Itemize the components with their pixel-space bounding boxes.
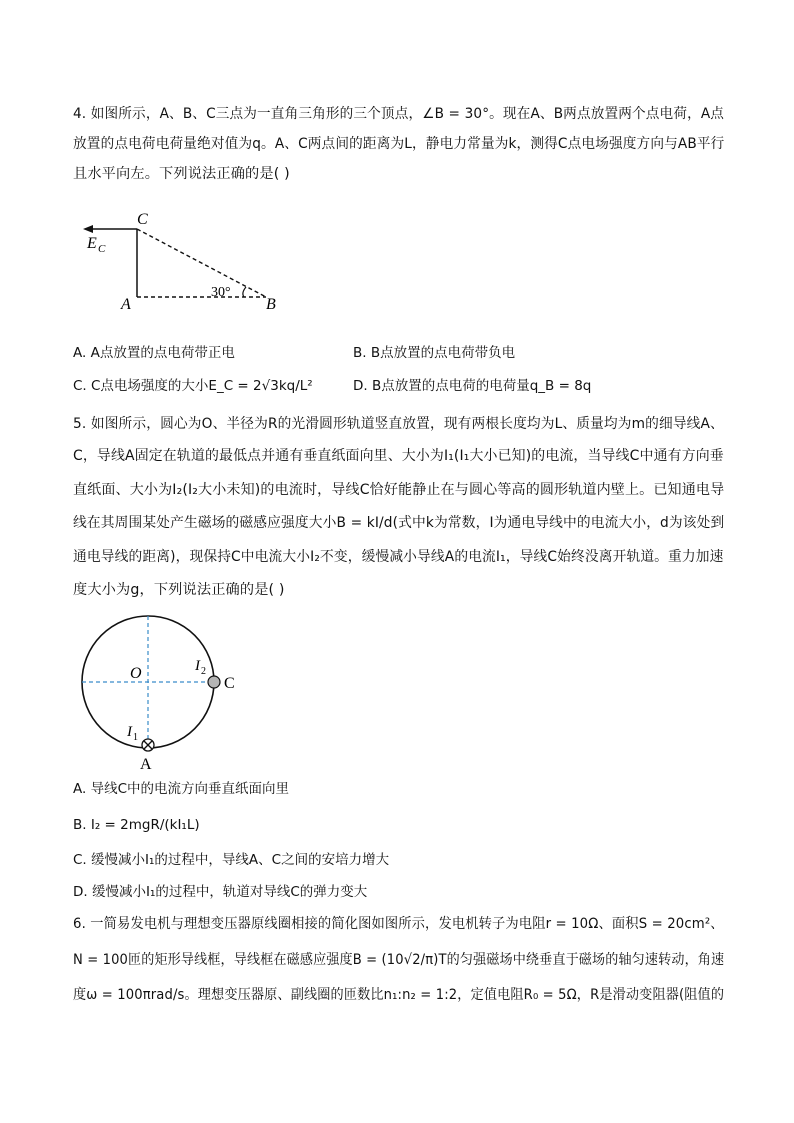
q5-line-4: 线在其周围某处产生磁场的磁感应强度大小B = kI/d(式中k为常数，I为通电导线中的电流大小，d为该处到 bbox=[73, 515, 725, 531]
label-i2-sub: 2 bbox=[201, 666, 206, 677]
label-i2: I bbox=[195, 658, 200, 674]
label-e: E bbox=[87, 235, 97, 252]
label-o: O bbox=[130, 665, 142, 682]
q4-line-1: 4. 如图所示，A、B、C三点为一直角三角形的三个顶点，∠B = 30°。现在A、B两点放置两个点电荷，A点 bbox=[73, 106, 725, 122]
label-c: C bbox=[224, 675, 235, 692]
label-b: B bbox=[266, 296, 276, 313]
q5-line-5: 通电导线的距离)，现保持C中电流大小I₂不变，缓慢减小导线A的电流I₁，导线C始终没离开轨道。重力加速 bbox=[73, 549, 724, 565]
q5-option-b: B. I₂ = 2mgR/(kI₁L) bbox=[73, 817, 200, 833]
label-a: A bbox=[140, 756, 152, 773]
q6-line-2: N = 100匝的矩形导线框，导线框在磁感应强度B = (10√2/π)T的匀强磁场中绕垂直于磁场的轴匀速转动，角速 bbox=[73, 952, 725, 968]
q5-option-d: D. 缓慢减小I₁的过程中，轨道对导线C的弹力变大 bbox=[73, 884, 368, 900]
q5-option-c: C. 缓慢减小I₁的过程中，导线A、C之间的安培力增大 bbox=[73, 852, 390, 868]
label-i1-sub: 1 bbox=[133, 732, 138, 743]
q4-line-3: 且水平向左。下列说法正确的是( ) bbox=[73, 166, 290, 182]
q5-line-2: C，导线A固定在轨道的最低点并通有垂直纸面向里、大小为I₁(I₁大小已知)的电流，当导线C中通有方向垂 bbox=[73, 448, 724, 464]
angle-label: 30° bbox=[211, 285, 231, 300]
q5-circle-figure bbox=[70, 606, 250, 776]
label-i1: I bbox=[127, 724, 132, 740]
q5-line-6: 度大小为g，下列说法正确的是( ) bbox=[73, 582, 285, 598]
q4-option-c: C. C点电场强度的大小E_C = 2√3kq/L² bbox=[73, 378, 313, 394]
q4-triangle-figure bbox=[80, 205, 300, 317]
q5-option-a: A. 导线C中的电流方向垂直纸面向里 bbox=[73, 781, 290, 797]
q4-line-2: 放置的点电荷电荷量绝对值为q。A、C两点间的距离为L，静电力常量为k，测得C点电场强度方向与AB平行 bbox=[73, 136, 725, 152]
q5-line-3: 直纸面、大小为I₂(I₂大小未知)的电流时，导线C恰好能静止在与圆心等高的圆形轨道内壁上。已知通电导 bbox=[73, 482, 725, 498]
label-e-sub: C bbox=[98, 243, 106, 255]
label-a: A bbox=[121, 296, 131, 313]
q6-line-1: 6. 一简易发电机与理想变压器原线圈相接的简化图如图所示，发电机转子为电阻r = 10Ω、面积S = 20cm²、 bbox=[73, 916, 724, 932]
label-c: C bbox=[137, 211, 148, 228]
q4-option-a: A. A点放置的点电荷带正电 bbox=[73, 345, 235, 361]
q5-line-1: 5. 如图所示，圆心为O、半径为R的光滑圆形轨道竖直放置，现有两根长度均为L、质量均为m的细导线A、 bbox=[73, 416, 724, 432]
q4-option-d: D. B点放置的点电荷的电荷量q_B = 8q bbox=[353, 378, 592, 394]
q4-option-b: B. B点放置的点电荷带负电 bbox=[353, 345, 516, 361]
q6-line-3: 度ω = 100πrad/s。理想变压器原、副线圈的匝数比n₁:n₂ = 1:2，定值电阻R₀ = 5Ω，R是滑动变阻器(阻值的 bbox=[73, 987, 725, 1003]
